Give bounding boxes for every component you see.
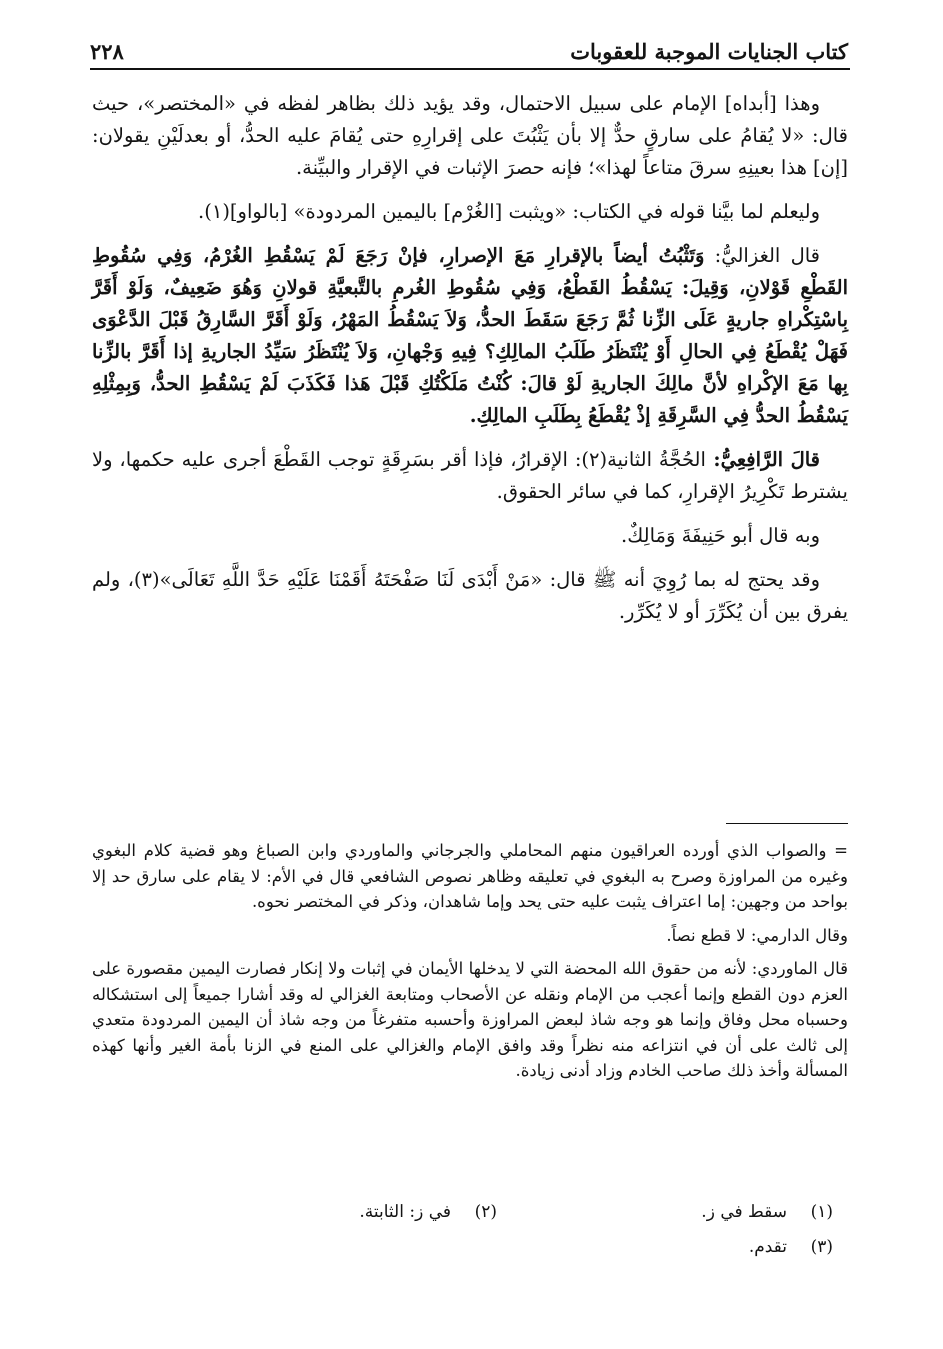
running-header xyxy=(90,28,848,64)
ghazali-label: قال الغزاليُّ: xyxy=(704,244,820,267)
paragraph-1: وهذا [أبداه] الإمام على سبيل الاحتمال، وقد يؤيد ذلك بظاهر لفظه في «المختصر»، حيث قال: «لا يُقامُ على سارقٍ حدٌّ إلا بأن يَثْبُتَ على إقرارِهِ حتى يُقامَ عليه الحدُّ، أو بعدلَيْنِ يقولان: [إن] هذا بعينِهِ سرقَ متاعاً لهذا»؛ فإنه حصرَ الإثبات في الإقرار والبيِّنة. xyxy=(92,92,848,179)
footnote-separator xyxy=(726,823,848,824)
footnotes xyxy=(92,838,848,1092)
paragraph-4 xyxy=(92,444,848,508)
footnote-3-number: (٣) xyxy=(810,1237,833,1257)
rafii-text: الحُجَّةُ الثانية(٢): الإقرارُ، فإذا أقر بسَرِقَةٍ توجب القَطْعَ أجرى عليه حكمها، ولا يشترط تَكْرِيرُ الإقرارِ، كما في سائر الحقوق. xyxy=(92,448,848,503)
footnote-1-text: سقط في ز. xyxy=(701,1202,787,1222)
page-number: ٢٢٨ xyxy=(90,39,124,64)
main-text xyxy=(92,88,848,640)
paragraph-5: وبه قال أبو حَنِيفَةَ وَمَالِكٌ. xyxy=(621,524,820,547)
footnote-darimi: وقال الدارمي: لا قطع نصاً. xyxy=(666,925,848,945)
paragraph-6: وقد يحتج له بما رُوِيَ أنه ﷺ قال: «مَنْ أَبْدَى لَنَا صَفْحَتَهُ أَقَمْنَا عَلَيْهِ حَدَّ اللَّهِ تَعَالَى»(٣)، ولم يفرق بين أن يُكَرِّرَ أو لا يُكَرِّر. xyxy=(92,568,848,623)
footnote-continued: = والصواب الذي أورده العراقيون منهم المحاملي والجرجاني والماوردي وابن الصباغ وهو قضية كلام البغوي وغيره من المراوزة وصرح به البغوي في تعليقه وظاهر نصوص الشافعي قال في الأم: لا يقام على سارق حد إلا بواحد من وجهين: إما اعتراف يثبت عليه حتى يحد وإما شاهدان، وذكر في المختصر نحوه. xyxy=(92,841,848,911)
footnote-mawardi: قال الماوردي: لأنه من حقوق الله المحضة التي لا يدخلها الأيمان في إثبات ولا إنكار فصارت اليمين مقصورة على العزم دون القطع وإنما أعجب من الإمام ونقله عن الأصحاب ومتابعة الغزالي له وقد أشارا جميعاً إلى استشكاله وحسباه محل وفاق وإنما هو وجه شاذ لبعض المراوزة وأحسبه متفرغاً من وجه شاذ أن اليمين المردودة متعدي إلى ثالث على أن في انتزاعه منه نظراً وقد وافق الإمام والغزالي على المنع في الزنا بأمة الغير وأنها كهذه المسألة وأخذ ذلك صاحب الخادم وزاد أدنى زيادة. xyxy=(92,959,848,1080)
footnote-2-text: في ز: الثابتة. xyxy=(359,1202,451,1222)
footnote-row-2 xyxy=(749,1237,833,1257)
rafii-label: قالَ الرَّافِعِيُّ: xyxy=(705,448,821,471)
header-rule xyxy=(90,68,850,70)
book-title: كتاب الجنايات الموجبة للعقوبات xyxy=(570,39,848,64)
footnote-1-number: (١) xyxy=(810,1202,833,1222)
footnote-2-number: (٢) xyxy=(474,1202,497,1222)
paragraph-2: وليعلم لما بيَّنا قوله في الكتاب: «ويثبت [الغُرْم] باليمين المردودة» [بالواو](١). xyxy=(198,200,820,223)
ghazali-text: وَتَثْبُتُ أيضاً بالإقرارِ مَعَ الإصرارِ، فإنْ رَجَعَ لَمْ يَسْقُطِ الغُرْمُ، وَفِي سُقُوطِ القَطْعِ قَوْلانِ، وَقِيلَ: يَسْقُطُ القَطْعُ، وَفِي سُقُوطِ الغُرمِ بالتَّبعيَّةِ قولانِ وَهُوَ ضَعِيفٌ، وَلَوْ أَقَرَّ بِاسْتِكْراهِ جاريةٍ عَلَى الزِّنا ثُمَّ رَجَعَ سَقَطَ الحدُّ، وَلاَ يَسْقُطُ المَهْرُ، وَلَوْ أَقَرَّ السَّارِقُ قَبْلَ الدَّعْوَى فَهَلْ يُقْطَعُ فِي الحالِ أَوْ يُنْتَظَرُ طَلَبُ المالِكِ؟ فِيهِ وَجْهانِ، وَلاَ يُنْتَظَرُ سَيِّدُ الجاريةِ إذا أَقَرَّ بالزِّنا بِها مَعَ الإكْراهِ لأنَّ مالِكَ الجاريةِ لَوْ قالَ: كُنْتُ مَلَكْتُكِ قَبْلَ هَذا فَكَذَبَ لَمْ يَسْقُطِ الحدُّ، وَبِمِثْلِهِ يَسْقُطُ الحدُّ فِي السَّرِقَةِ إذْ يُقْطَعُ بِطَلَبِ المالِكِ. xyxy=(92,244,848,427)
footnote-3-text: تقدم. xyxy=(748,1237,787,1257)
footnote-row-1 xyxy=(359,1202,833,1222)
paragraph-3 xyxy=(92,240,848,432)
